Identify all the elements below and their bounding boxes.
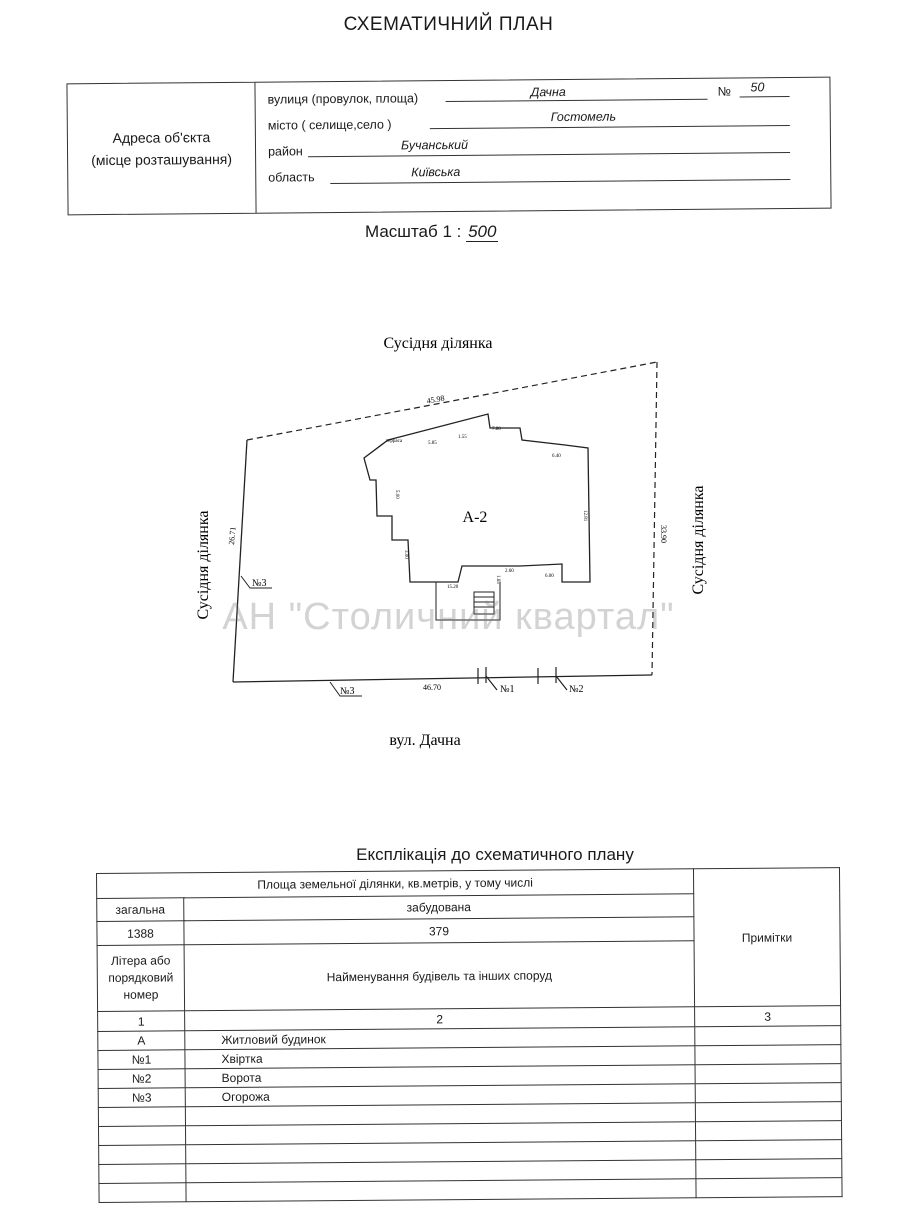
boundary-bottom — [233, 675, 652, 682]
explication-title: Експлікація до схематичного плану — [356, 845, 634, 864]
dim-bottom: 46.70 — [423, 683, 441, 692]
gate-2-symbol — [538, 667, 567, 690]
building-label: А-2 — [462, 509, 488, 526]
address-label-line2: (місце розташування) — [91, 150, 233, 169]
district-value: Бучанський — [400, 137, 469, 153]
fence-left-label: №3 — [252, 578, 267, 589]
row-note — [696, 1159, 842, 1179]
row-letter — [99, 1183, 186, 1203]
built-value: 379 — [184, 917, 694, 945]
boundary-top — [247, 362, 657, 440]
district-underline — [308, 136, 790, 157]
boundary-left — [233, 440, 247, 682]
site-plan — [0, 320, 897, 760]
small-dim-8: 15.20 — [447, 585, 459, 590]
small-dim-5: 12.81 — [582, 510, 587, 522]
total-value: 1388 — [97, 921, 184, 946]
street-value: Дачна — [530, 84, 566, 100]
row-letter — [99, 1145, 186, 1165]
street-underline — [445, 83, 707, 102]
page-title: СХЕМАТИЧНИЙ ПЛАН — [343, 14, 554, 35]
address-label-line1: Адреса об'єкта — [112, 129, 211, 146]
row-letter — [98, 1126, 185, 1146]
row-name: Огорожа — [185, 1084, 695, 1107]
built-header: забудована — [184, 894, 694, 921]
district-label: район — [267, 144, 303, 159]
region-value: Київська — [411, 164, 461, 180]
row-note — [695, 1083, 841, 1103]
fence-bottom-label: №3 — [340, 686, 355, 697]
dim-right: 33.90 — [659, 525, 668, 543]
number-value: 50 — [750, 80, 765, 95]
small-dim-1: 5.85 — [428, 441, 437, 446]
explication-table — [96, 867, 843, 1203]
gate-1-label: №1 — [500, 684, 515, 695]
small-dim-9: 2.60 — [505, 569, 514, 574]
watermark: АН "Столичний квартал" — [222, 596, 675, 638]
small-dim-4: 6.40 — [552, 454, 561, 459]
total-header: загальна — [97, 898, 184, 922]
row-letter: №3 — [98, 1088, 185, 1108]
row-name: Ворота — [185, 1065, 695, 1088]
scale-label: Масштаб 1 : — [365, 222, 462, 241]
row-note — [696, 1178, 842, 1198]
address-label — [67, 83, 256, 215]
col1-number: 1 — [98, 1011, 185, 1032]
gate-2-label: №2 — [569, 684, 584, 695]
row-letter: №1 — [98, 1050, 185, 1070]
notes-header: Примітки — [693, 868, 840, 1007]
col3-number: 3 — [695, 1006, 841, 1027]
row-note — [695, 1045, 841, 1065]
row-note — [696, 1140, 842, 1160]
city-label: місто ( селище,село ) — [267, 117, 392, 133]
dim-left: 26.71 — [227, 526, 238, 546]
row-name: Житловий будинок — [185, 1027, 695, 1050]
small-dim-11: 6.00 — [545, 574, 554, 579]
small-dim-2: 1.55 — [458, 435, 467, 440]
neighbor-right-label: Сусідня ділянка — [690, 485, 707, 595]
row-note — [695, 1064, 841, 1084]
small-dim-7: 3.00 — [403, 550, 408, 559]
street-label: вулиця (провулок, площа) — [267, 91, 419, 107]
region-label: область — [268, 170, 315, 185]
row-name: Хвіртка — [185, 1046, 695, 1069]
terrace-label: терраса — [386, 439, 403, 444]
street-name-label: вул. Дачна — [389, 732, 461, 749]
neighbor-top-label: Сусідня ділянка — [383, 335, 493, 352]
row-note — [695, 1121, 841, 1141]
row-name — [186, 1179, 696, 1202]
letter-header: Літера або порядковий номер — [97, 945, 185, 1012]
name-header: Найменування будівель та інших споруд — [184, 941, 695, 1011]
small-dim-3: 7.80 — [492, 427, 501, 432]
col2-number: 2 — [185, 1007, 695, 1031]
row-note — [695, 1102, 841, 1122]
neighbor-left-label: Сусідня ділянка — [195, 510, 212, 620]
address-box — [66, 77, 831, 216]
row-letter: №2 — [98, 1069, 185, 1089]
row-letter — [98, 1107, 185, 1127]
scale — [365, 222, 498, 242]
row-letter: А — [98, 1031, 185, 1051]
dim-top: 45.98 — [425, 393, 446, 406]
small-dim-10: 1.65 — [495, 575, 500, 584]
city-value: Гостомель — [550, 109, 617, 125]
small-dim-6: 5.00 — [394, 490, 399, 499]
scale-value: 500 — [468, 222, 497, 241]
number-label: № — [717, 84, 732, 99]
row-note — [695, 1026, 841, 1046]
region-underline — [330, 163, 790, 184]
area-header: Площа земельної ділянки, кв.метрів, у тому числі — [97, 869, 694, 899]
row-letter — [99, 1164, 186, 1184]
